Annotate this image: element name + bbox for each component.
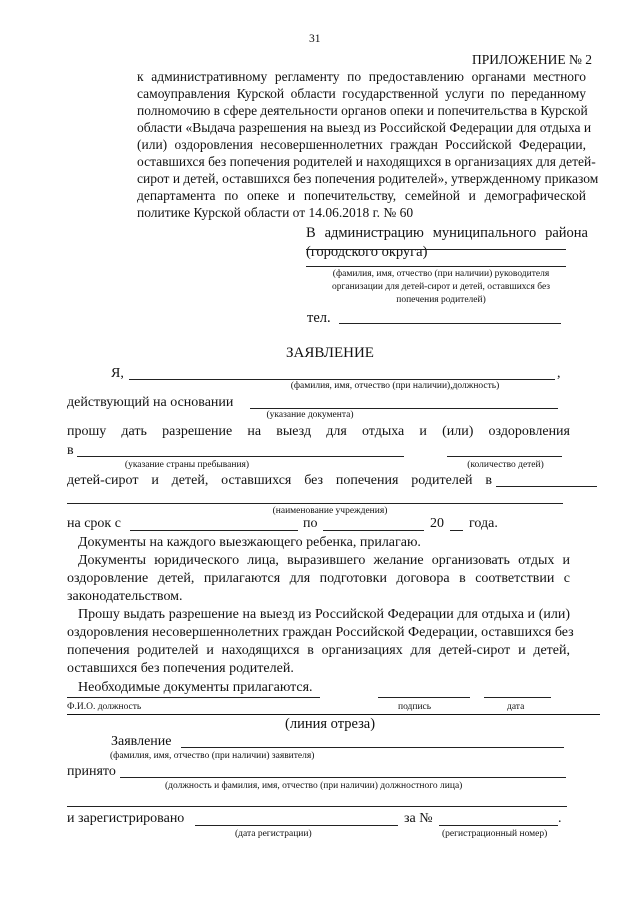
basis-label: действующий на основании (67, 395, 234, 410)
appendix-line: сирот и детей, оставшихся без попечения родителей», утвержденному приказом (137, 171, 599, 186)
paragraph-3-line: оставшихся без попечения родителей. (67, 661, 294, 676)
accepted-field[interactable] (120, 777, 566, 778)
appendix-line: оставшихся без попечения родителей и находящихся в организациях для детей- (137, 154, 596, 169)
children-count-field[interactable] (447, 456, 562, 457)
appendix-line: к административному регламенту по предоставлению органами местного (137, 69, 586, 84)
institution-field-1[interactable] (496, 486, 597, 487)
to-label: в (67, 443, 74, 458)
term-to-label: по (303, 516, 318, 531)
reg-number-caption: (регистрационный номер) (442, 829, 548, 839)
fio-field[interactable] (67, 697, 320, 698)
fio-caption: Ф.И.О. должность (67, 702, 142, 712)
number-label: за № (404, 811, 433, 826)
official-field-2[interactable] (67, 806, 567, 807)
term-year-suffix: года. (469, 516, 498, 531)
paragraph-1: Документы на каждого выезжающего ребенка, прилагаю. (78, 535, 421, 550)
appendix-line: политике Курской области от 14.06.2018 г. № 60 (137, 205, 414, 220)
appendix-line: самоуправления Курской области государственной услуги по переданному (137, 86, 586, 101)
term-from-field[interactable] (130, 530, 298, 531)
registered-label: и зарегистрировано (67, 811, 185, 826)
term-year-prefix: 20 (430, 516, 444, 531)
paragraph-2-line: оздоровление детей, прилагаются для подготовки договора в соответствии с (67, 571, 570, 586)
addressee-blank-2[interactable] (306, 266, 566, 267)
paragraph-2-line: законодательством. (67, 589, 183, 604)
addressee-caption-2: организации для детей-сирот и детей, оставшихся без (331, 282, 551, 292)
paragraph-3-line: оздоровления несовершеннолетних граждан Российской Федерации, оставшихся без (67, 625, 574, 640)
appendix-title: ПРИЛОЖЕНИЕ № 2 (472, 52, 593, 67)
applicant-caption: (фамилия, имя, отчество (при наличии),должность) (290, 381, 500, 391)
date-field[interactable] (484, 697, 551, 698)
addressee-caption-3: попечения родителей) (396, 295, 486, 305)
reg-date-caption: (дата регистрации) (235, 829, 312, 839)
basis-field[interactable] (250, 408, 558, 409)
term-to-field[interactable] (323, 530, 424, 531)
addressee-line2: (городского округа) (306, 244, 428, 260)
applicant-caption-tear: (фамилия, имя, отчество (при наличии) заявителя) (110, 751, 315, 761)
term-year-field[interactable] (450, 530, 463, 531)
addressee-caption-1: (фамилия, имя, отчество (при наличии) руководителя (332, 269, 550, 279)
paragraph-4: Необходимые документы прилагаются. (78, 680, 313, 695)
cut-line-label: (линия отреза) (285, 716, 376, 732)
paragraph-2-line: Документы юридического лица, выразившего желание организовать отдых и (78, 553, 570, 568)
signature-field[interactable] (378, 697, 470, 698)
appendix-line: департамента по опеке и попечительству, семейной и демографической (137, 188, 586, 203)
phone-label: тел. (307, 310, 331, 326)
term-from-label: на срок с (67, 516, 121, 531)
tear-applicant-field[interactable] (181, 747, 564, 748)
institution-field-2[interactable] (67, 503, 563, 504)
count-caption: (количество детей) (467, 460, 544, 470)
country-field[interactable] (77, 456, 404, 457)
reg-date-field[interactable] (195, 825, 398, 826)
phone-field[interactable] (339, 323, 561, 324)
orphans-line: детей-сирот и детей, оставшихся без попечения родителей в (67, 473, 492, 488)
i-label: Я, (111, 366, 124, 381)
paragraph-3-line: Прошу выдать разрешение на выезд из Российской Федерации для отдыха и (или) (78, 607, 570, 622)
date-caption: дата (507, 702, 525, 712)
sign-caption: подпись (398, 702, 432, 712)
comma: , (557, 366, 561, 381)
appendix-line: области «Выдача разрешения на выезд из Российской Федерации для отдыха и (137, 120, 592, 135)
statement-title: ЗАЯВЛЕНИЕ (286, 345, 374, 361)
institution-caption: (наименование учреждения) (272, 506, 388, 516)
page-number: 31 (309, 33, 321, 45)
appendix-line: (или) оздоровления несовершеннолетних граждан Российской Федерации, (137, 137, 586, 152)
addressee-line1: В администрацию муниципального района (306, 225, 588, 241)
reg-number-field[interactable] (439, 825, 558, 826)
cut-divider (67, 714, 600, 715)
tear-statement-label: Заявление (111, 734, 172, 749)
appendix-line: полномочию в сфере деятельности органов опеки и попечительства в Курской (137, 103, 588, 118)
addressee-blank-1[interactable] (306, 249, 566, 250)
applicant-name-field[interactable] (129, 379, 555, 380)
paragraph-3-line: попечения родителей и находящихся в организациях для детей-сирот и детей, (67, 643, 570, 658)
request-line: прошу дать разрешение на выезд для отдыха и (или) оздоровления (67, 424, 570, 439)
accepted-label: принято (67, 764, 116, 779)
official-caption: (должность и фамилия, имя, отчество (при наличии) должностного лица) (165, 781, 463, 791)
basis-caption: (указание документа) (266, 410, 354, 420)
country-caption: (указание страны пребывания) (124, 460, 250, 470)
period: . (558, 811, 562, 826)
